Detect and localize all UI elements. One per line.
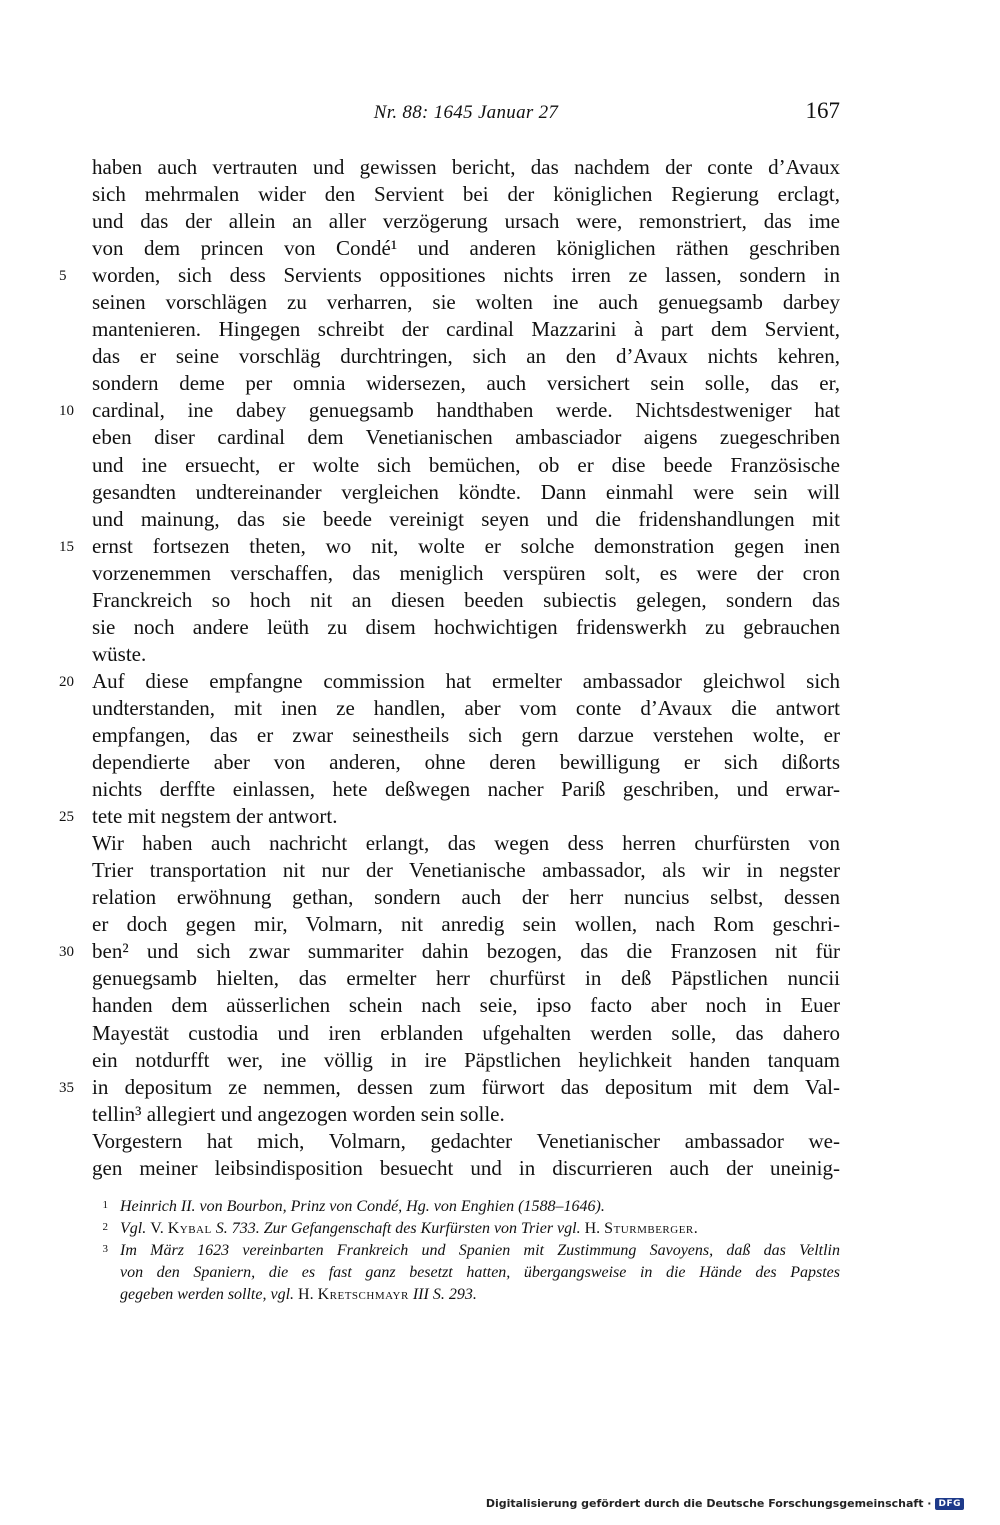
text-line [92,343,840,370]
text-line [59,533,840,560]
line-text: Trier transportation nit nur der Venetianische ambassador, als wir in negster [92,858,840,883]
footnote-1 [92,1196,840,1218]
line-number: 30 [59,944,74,961]
text-line [59,262,840,289]
text-line [92,208,840,235]
line-text: dependierte aber von anderen, ohne deren bewilligung er sich dißorts [92,750,840,775]
line-text: haben auch vertrauten und gewissen bericht, das nachdem der conte d’Avaux [92,155,840,179]
dfg-logo: DFG [935,1498,964,1510]
line-text: tete mit negstem der antwort. [92,804,338,829]
footnote-text: Im März 1623 vereinbarten Frankreich und Spanien mit Zustimmung Savoyens, daß das Veltlin [120,1242,840,1259]
line-text: sie noch andere leüth zu disem hochwichtigen fridenswerkh zu gebrauchen [92,614,840,639]
author-name: Sturmberger. [604,1220,699,1237]
text-line [92,776,840,803]
footnote-mark: 1 [102,1199,108,1211]
line-text: Auf diese empfangne commission hat ermelter ambassador gleichwol sich [92,668,840,693]
text-line [59,803,840,830]
credit-text: Digitalisierung gefördert durch die Deutsche Forschungsgemeinschaft · [485,1497,932,1510]
text-line [92,1101,840,1128]
line-text: Wir haben auch nachricht erlangt, das wegen dess herren churfürsten von [92,831,840,856]
footnotes [92,1196,840,1306]
line-number: 20 [59,673,74,690]
text-line [92,181,840,208]
line-text: tellin³ allegiert und angezogen worden sein solle. [92,1101,505,1126]
line-number: 10 [59,403,74,420]
text-line [92,884,840,911]
line-text: sich mehrmalen wider den Servient bei der königlichen Regierung erclagt, [92,182,840,207]
text-line [92,965,840,992]
footnote-fragment: H. [584,1220,601,1237]
line-text: vorzenemmen verschaffen, das meniglich verspüren solt, es were der cron [92,560,840,585]
line-text: und das der allein an aller verzögerung ursach were, remonstriert, das ime [92,209,840,234]
page-number: 167 [805,98,840,123]
line-text: seinen vorschlägen zu verharren, sie wolten ine auch genuegsamb darbey [92,290,840,315]
footnote-fragment: H. [298,1286,314,1303]
text-line [92,587,840,614]
text-line [92,154,840,181]
text-line [92,1155,840,1182]
footnote-fragment: V. [150,1220,164,1237]
line-text: und mainung, das sie beede vereinigt seyen und die fridenshandlungen mit [92,506,840,531]
line-text: empfangen, das er zwar seinestheils sich gern darzue verstehen wolte, er [92,722,840,747]
line-text: in depositum ze nemmen, dessen zum fürwort das depositum mit dem Val- [92,1074,840,1099]
text-line [92,452,840,479]
line-text: worden, sich dess Servients oppositiones nichts irren ze lassen, sondern in [92,263,840,288]
page-header [92,98,840,134]
line-text: und ine ersuecht, er wolte sich bemüchen, ob er dise beede Französische [92,452,840,477]
footnote-fragment: gegeben werden sollte, vgl. [120,1286,295,1303]
footnote-fragment: S. 733. Zur Gefangenschaft des Kurfürsten von Trier vgl. [215,1220,581,1237]
text-line [92,506,840,533]
text-line [92,289,840,316]
line-text: eben diser cardinal dem Venetianischen ambasciador aigens zuegeschriben [92,425,840,450]
text-line [92,1020,840,1047]
line-text: handen dem aüsserlichen schein nach seie, ipso facto aber noch in Euer [92,993,840,1018]
line-text: Vorgestern hat mich, Volmarn, gedachter Venetianischer ambassador we- [92,1128,840,1153]
line-text: Mayestät custodia und iren erblanden ufgehalten werden solle, das dahero [92,1020,840,1045]
line-text: mantenieren. Hingegen schreibt der cardinal Mazzarini à part dem Servient, [92,317,840,342]
line-text: ben² und sich zwar summariter dahin bezogen, das die Franzosen nit für [92,939,840,964]
line-text: von dem princen von Condé¹ und anderen königlichen räthen geschriben [92,236,840,261]
line-text: cardinal, ine dabey genuegsamb handthaben werde. Nichtsdestweniger hat [92,398,840,423]
footnote-text [120,1218,840,1240]
text-line [92,424,840,451]
footnote-fragment: Vgl. [120,1220,147,1237]
text-line [92,695,840,722]
line-text: wüste. [92,641,147,666]
line-number: 5 [59,268,67,285]
line-text: gen meiner leibsindisposition besuecht und in discurrieren auch der uneinig- [92,1155,840,1180]
footnote-2 [92,1218,840,1240]
line-text: undterstanden, mit inen ze handlen, aber vom conte d’Avaux die antwort [92,695,840,720]
text-line [59,397,840,424]
text-line [92,370,840,397]
main-text [59,154,840,1182]
line-text: sondern deme per omnia widersezen, auch versichert sein solle, das er, [92,371,840,396]
text-line [92,830,840,857]
text-line [92,857,840,884]
text-line [59,668,840,695]
text-line [92,722,840,749]
text-line [92,992,840,1019]
text-line [92,641,840,668]
text-line [92,614,840,641]
author-name: Kybal [167,1220,212,1237]
footnote-3 [92,1240,840,1306]
line-text: das er seine vorschläg durchtringen, sich an den d’Avaux nichts kehren, [92,344,840,369]
footnote-text [120,1284,840,1306]
text-line [92,316,840,343]
footnote-text: von den Spaniern, die es fast ganz besetzt hatten, übergangsweise in die Hände des Papstes [120,1264,840,1281]
line-text: er doch gegen mir, Volmarn, nit anredig sein wollen, nach Rom geschri- [92,912,840,937]
line-number: 15 [59,538,74,555]
text-line [92,1047,840,1074]
text-line [92,479,840,506]
author-name: Kretschmayr [317,1286,409,1303]
line-text: ein notdurfft wer, ine völlig in ire Päpstlichen heylichkeit handen tanquam [92,1047,840,1072]
text-line [92,235,840,262]
line-text: ernst fortsezen theten, wo nit, wolte er solche demonstration gegen inen [92,533,840,558]
footnote-fragment: III S. 293. [412,1286,477,1303]
line-text: gesandten undtereinander vergleichen köndte. Dann einmahl were sein will [92,479,840,504]
text-line [92,911,840,938]
text-line [92,749,840,776]
text-line [92,560,840,587]
line-text: Franckreich so hoch nit an diesen beeden subiectis gelegen, sondern das [92,587,840,612]
footnote-mark: 3 [102,1243,108,1255]
footnote-text: Heinrich II. von Bourbon, Prinz von Condé, Hg. von Enghien (1588–1646). [120,1198,605,1215]
line-number: 35 [59,1079,74,1096]
line-text: relation erwöhnung gethan, sondern auch der herr nuncius selbst, dessen [92,885,840,910]
digitization-credit [486,1497,964,1510]
text-line [59,1074,840,1101]
text-line [59,938,840,965]
footnote-mark: 2 [102,1221,108,1233]
text-line [92,1128,840,1155]
line-text: nichts derffte einlassen, hete deßwegen nacher Pariß geschriben, und erwar- [92,777,840,802]
line-number: 25 [59,809,74,826]
line-text: genuegsamb hielten, das ermelter herr churfürst in deß Päpstlichen nuncii [92,966,840,991]
running-head: Nr. 88: 1645 Januar 27 [373,102,559,123]
